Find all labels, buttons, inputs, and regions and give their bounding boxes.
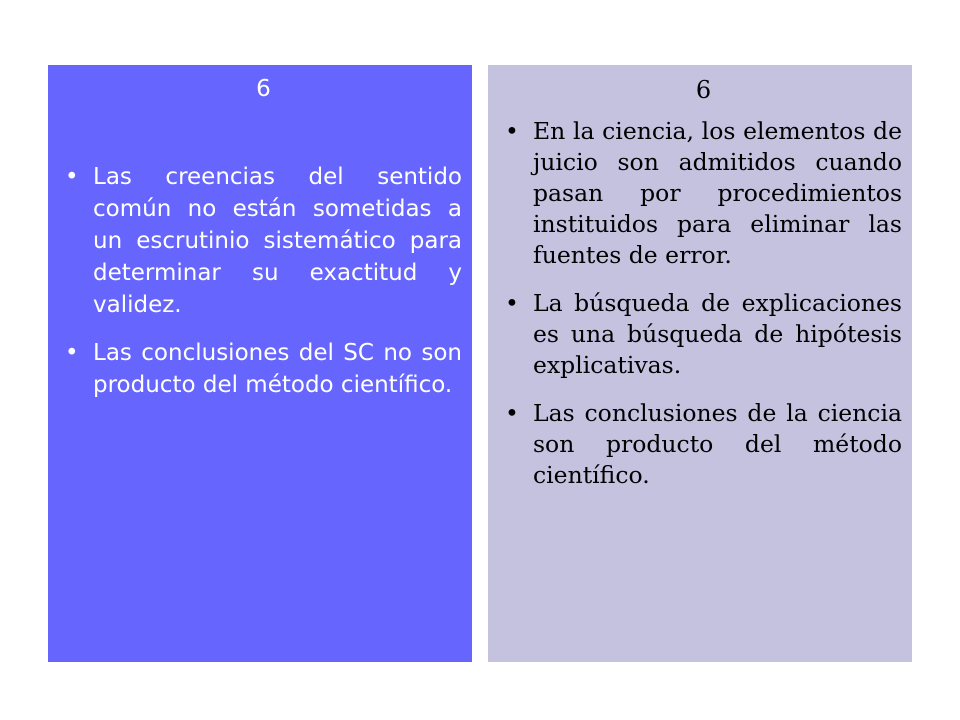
- list-item: [505, 288, 902, 381]
- panel-number: 6: [695, 76, 712, 104]
- panel-number: 6: [256, 76, 271, 102]
- bullet-list: [505, 116, 902, 491]
- bullet-text: La búsqueda de explicaciones es una búsqueda de hipótesis explicativas.: [533, 289, 902, 379]
- bullet-icon: •: [65, 340, 79, 366]
- common-sense-panel: [48, 65, 472, 662]
- bullet-text: Las conclusiones de la ciencia son producto del método científico.: [533, 399, 902, 489]
- bullet-text: Las creencias del sentido común no están sometidas a un escrutinio sistemático para determinar su exactitud y validez.: [93, 164, 462, 318]
- bullet-icon: •: [65, 164, 79, 190]
- bullet-text: En la ciencia, los elementos de juicio son admitidos cuando pasan por procedimientos instituidos para eliminar las fuentes de error.: [533, 117, 902, 269]
- list-item: [505, 116, 902, 271]
- list-item: [65, 337, 462, 401]
- bullet-icon: •: [505, 289, 519, 317]
- list-item: [505, 398, 902, 491]
- bullet-icon: •: [505, 117, 519, 145]
- bullet-text: Las conclusiones del SC no son producto del método científico.: [93, 340, 462, 398]
- science-panel: [488, 65, 912, 662]
- bullet-list: [65, 161, 462, 401]
- bullet-icon: •: [505, 399, 519, 427]
- list-item: [65, 161, 462, 321]
